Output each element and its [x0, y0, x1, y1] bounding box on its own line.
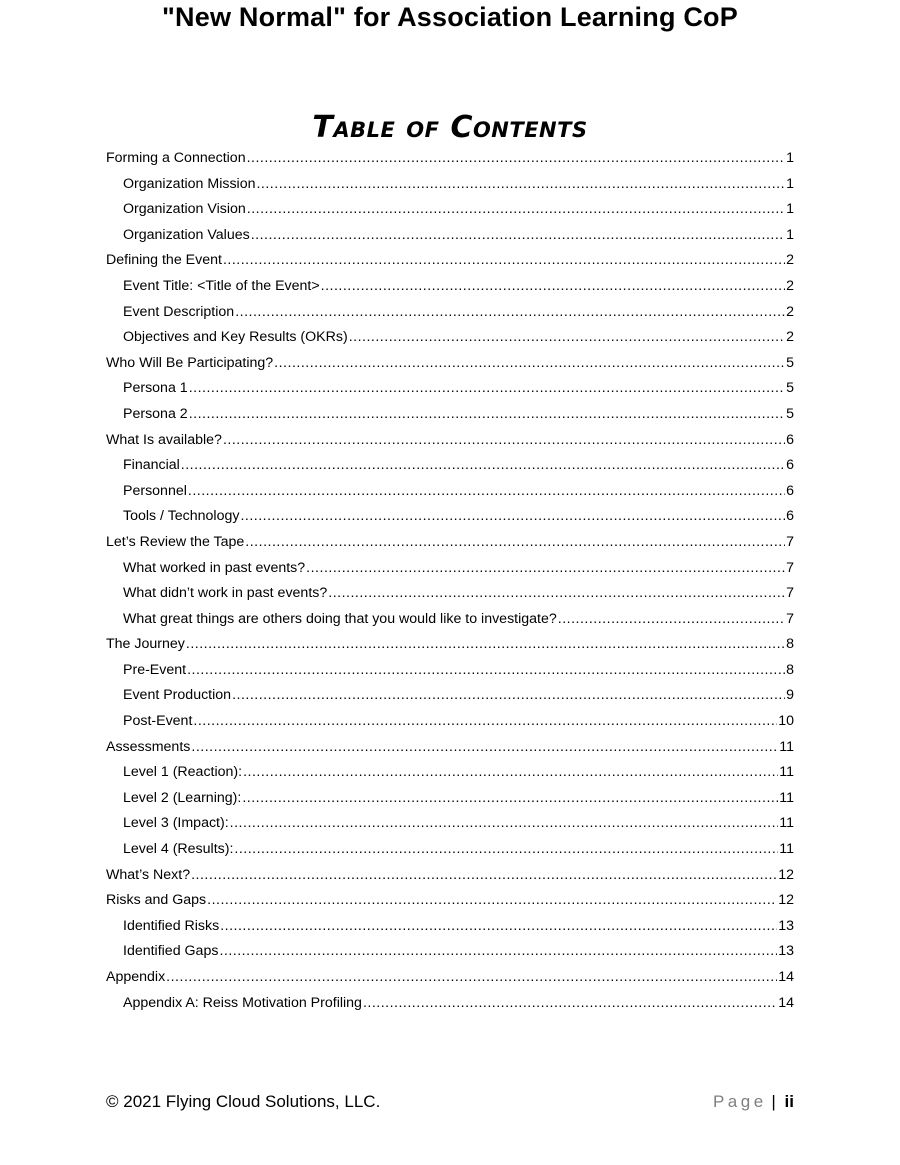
toc-entry[interactable]	[106, 300, 794, 326]
toc-heading: Table of Contents	[312, 110, 588, 145]
toc-entry[interactable]	[106, 607, 794, 633]
toc-dot-leader	[181, 453, 785, 479]
toc-dot-leader	[349, 325, 785, 351]
toc-entry-label[interactable]: What worked in past events?	[123, 559, 306, 576]
footer-page-label: Page	[712, 1092, 767, 1111]
toc-entry-label[interactable]: Event Description	[123, 303, 235, 320]
toc-entry[interactable]	[106, 658, 794, 684]
toc-entry-label[interactable]: The Journey	[106, 636, 185, 653]
toc-entry-page-number[interactable]: 7	[786, 610, 794, 627]
toc-entry[interactable]	[106, 402, 794, 428]
toc-entry-page-number[interactable]: 10	[778, 713, 794, 730]
toc-dot-leader	[245, 530, 785, 556]
toc-entry-page-number[interactable]: 8	[786, 661, 794, 678]
toc-dot-leader	[256, 172, 785, 198]
toc-entry-page-number[interactable]: 12	[778, 866, 794, 883]
toc-entry-page-number[interactable]: 7	[786, 585, 794, 602]
toc-entry-label[interactable]: Appendix	[106, 969, 166, 985]
toc-entry[interactable]	[106, 428, 794, 454]
toc-entry[interactable]	[106, 863, 794, 889]
toc-entry-label[interactable]: Financial	[123, 457, 180, 474]
toc-entry-page-number[interactable]: 1	[786, 201, 794, 218]
toc-entry-page-number[interactable]: 1	[786, 175, 794, 192]
toc-entry[interactable]	[106, 735, 794, 761]
toc-entry-label[interactable]: Tools / Technology	[123, 508, 240, 525]
toc-entry[interactable]	[106, 530, 794, 556]
toc-entry[interactable]	[106, 991, 794, 1017]
toc-entry[interactable]	[106, 376, 794, 402]
footer-page-indicator	[713, 1092, 794, 1112]
toc-entry-label[interactable]: Assessments	[106, 738, 191, 755]
toc-entry-label[interactable]: Level 4 (Results):	[123, 841, 234, 858]
toc-entry[interactable]	[106, 248, 794, 274]
toc-entry-page-number[interactable]: 11	[779, 815, 794, 832]
toc-dot-leader	[240, 504, 785, 530]
toc-dot-leader	[188, 479, 785, 505]
toc-entry-label[interactable]: Organization Values	[123, 226, 250, 243]
toc-entry-page-number[interactable]: 11	[779, 789, 794, 806]
toc-entry-page-number[interactable]: 11	[779, 738, 794, 755]
toc-entry-page-number[interactable]: 2	[786, 252, 794, 269]
toc-dot-leader	[235, 300, 785, 326]
toc-entry[interactable]	[106, 351, 794, 377]
toc-dot-leader	[193, 709, 777, 735]
toc-entry-page-number[interactable]: 6	[786, 431, 794, 448]
toc-entry[interactable]	[106, 197, 794, 223]
toc-dot-leader	[306, 556, 785, 582]
toc-entry-page-number[interactable]: 11	[779, 764, 794, 781]
toc-entry[interactable]	[106, 709, 794, 735]
toc-entry-page-number[interactable]: 13	[778, 943, 794, 960]
toc-dot-leader	[558, 607, 785, 633]
toc-dot-leader	[207, 888, 777, 914]
toc-dot-leader	[247, 146, 786, 172]
toc-entry-page-number[interactable]: 14	[778, 994, 794, 1011]
toc-entry[interactable]	[106, 223, 794, 249]
document-title: "New Normal" for Association Learning CoP	[162, 2, 738, 32]
toc-entry-label[interactable]: Organization Vision	[123, 201, 246, 218]
toc-dot-leader	[191, 863, 777, 889]
toc-entry[interactable]	[106, 146, 794, 172]
toc-dot-leader	[232, 683, 785, 709]
toc-dot-leader	[321, 274, 785, 300]
toc-entry-page-number[interactable]: 1	[786, 150, 794, 166]
toc-dot-leader	[363, 991, 777, 1017]
toc-entry-page-number[interactable]: 5	[786, 405, 794, 422]
toc-entry-label[interactable]: What’s Next?	[106, 866, 191, 883]
toc-dot-leader	[251, 223, 785, 249]
toc-entry-page-number[interactable]: 7	[786, 533, 794, 550]
toc-entry-label[interactable]: Identified Gaps	[123, 943, 219, 960]
toc-dot-leader	[234, 837, 778, 863]
footer-separator: |	[771, 1092, 776, 1111]
toc-dot-leader	[274, 351, 785, 377]
toc-dot-leader	[191, 735, 778, 761]
toc-entry-label[interactable]: Level 3 (Impact):	[123, 815, 229, 832]
toc-entry-label[interactable]: Level 2 (Learning):	[123, 789, 242, 806]
toc-entry-label[interactable]: Defining the Event	[106, 252, 222, 269]
toc-entry[interactable]	[106, 274, 794, 300]
toc-entry-page-number[interactable]: 12	[778, 892, 794, 909]
toc-entry-page-number[interactable]: 2	[786, 277, 794, 294]
toc-entry-page-number[interactable]: 6	[786, 508, 794, 525]
toc-dot-leader	[220, 914, 777, 940]
toc-entry[interactable]	[106, 632, 794, 658]
toc-entry-label[interactable]: What Is available?	[106, 431, 222, 448]
toc-entry-page-number[interactable]: 6	[786, 457, 794, 474]
toc-entry-page-number[interactable]: 1	[786, 226, 794, 243]
toc-dot-leader	[242, 786, 778, 812]
toc-entry-page-number[interactable]: 5	[786, 380, 794, 397]
toc-entry-page-number[interactable]: 2	[786, 329, 794, 346]
toc-dot-leader	[187, 658, 785, 684]
toc-entry-label[interactable]: Appendix A: Reiss Motivation Profiling	[123, 994, 362, 1011]
toc-entry-label[interactable]: Level 1 (Reaction):	[123, 764, 243, 781]
toc-entry[interactable]	[106, 556, 794, 582]
toc-entry[interactable]	[106, 325, 794, 351]
toc-entry-page-number[interactable]: 5	[786, 354, 794, 371]
toc-entry-label[interactable]: Organization Mission	[123, 175, 256, 192]
toc-entry-label[interactable]: Event Production	[123, 687, 232, 704]
toc-entry[interactable]	[106, 453, 794, 479]
toc-entry-page-number[interactable]: 11	[779, 841, 794, 858]
toc-entry-label[interactable]: Persona 2	[123, 405, 188, 422]
toc-entry-page-number[interactable]: 7	[786, 559, 794, 576]
toc-dot-leader	[328, 581, 785, 607]
toc-entry[interactable]	[106, 939, 794, 965]
toc-entry-label[interactable]: Pre-Event	[123, 661, 187, 678]
toc-entry[interactable]	[106, 479, 794, 505]
toc-entry-page-number[interactable]: 9	[786, 687, 794, 704]
toc-entry[interactable]	[106, 172, 794, 198]
table-of-contents	[106, 146, 794, 1016]
toc-entry[interactable]	[106, 786, 794, 812]
toc-entry-page-number[interactable]: 2	[786, 303, 794, 320]
toc-entry-label[interactable]: Persona 1	[123, 380, 188, 397]
toc-entry-page-number[interactable]: 6	[786, 482, 794, 499]
toc-dot-leader	[247, 197, 785, 223]
toc-dot-leader	[166, 965, 777, 991]
footer-page-number: ii	[784, 1092, 794, 1111]
toc-dot-leader	[223, 428, 785, 454]
toc-entry[interactable]	[106, 760, 794, 786]
footer-copyright: © 2021 Flying Cloud Solutions, LLC.	[106, 1092, 381, 1111]
toc-dot-leader	[186, 632, 785, 658]
toc-entry[interactable]	[106, 504, 794, 530]
toc-entry-page-number[interactable]: 14	[778, 969, 794, 985]
toc-entry-label[interactable]: Forming a Connection	[106, 150, 246, 166]
toc-entry-label[interactable]: Risks and Gaps	[106, 892, 207, 909]
toc-entry-label[interactable]: Who Will Be Participating?	[106, 354, 274, 371]
toc-entry[interactable]	[106, 811, 794, 837]
toc-entry-label[interactable]: Event Title: <Title of the Event>	[123, 277, 320, 294]
toc-entry-label[interactable]: Identified Risks	[123, 917, 220, 934]
toc-entry-label[interactable]: Let’s Review the Tape	[106, 533, 245, 550]
toc-entry-label[interactable]: Objectives and Key Results (OKRs)	[123, 329, 348, 346]
toc-entry[interactable]	[106, 914, 794, 940]
toc-entry-label[interactable]: What didn’t work in past events?	[123, 585, 328, 602]
toc-dot-leader	[230, 811, 779, 837]
toc-entry-label[interactable]: Personnel	[123, 482, 187, 499]
toc-entry[interactable]	[106, 581, 794, 607]
toc-dot-leader	[223, 248, 785, 274]
toc-entry-page-number[interactable]: 8	[786, 636, 794, 653]
toc-entry[interactable]	[106, 683, 794, 709]
toc-entry[interactable]	[106, 965, 794, 991]
toc-entry-page-number[interactable]: 13	[778, 917, 794, 934]
toc-dot-leader	[219, 939, 777, 965]
toc-entry-label[interactable]: Post-Event	[123, 713, 193, 730]
toc-dot-leader	[189, 402, 785, 428]
toc-entry[interactable]	[106, 837, 794, 863]
toc-entry[interactable]	[106, 888, 794, 914]
toc-dot-leader	[189, 376, 785, 402]
toc-dot-leader	[243, 760, 778, 786]
toc-entry-label[interactable]: What great things are others doing that you would like to investigate?	[123, 610, 557, 627]
